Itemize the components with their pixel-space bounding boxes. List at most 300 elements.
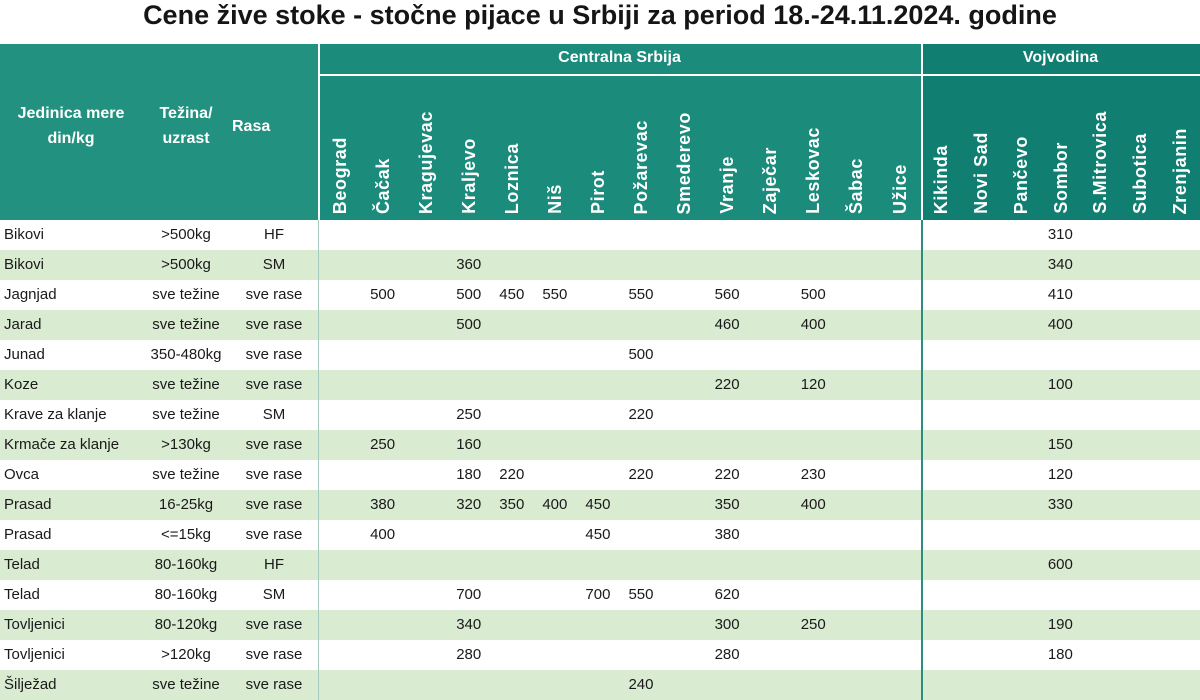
column-header-label: Kraljevo — [458, 138, 479, 214]
price-kragujevac — [404, 460, 447, 490]
price-novi-sad — [961, 370, 1001, 400]
price-cacak: 250 — [370, 436, 396, 453]
column-header-pozarevac — [620, 76, 663, 220]
row-breed: sve rase — [245, 496, 303, 513]
price-zajecar — [749, 340, 792, 370]
region-title: Centralna Srbija — [318, 44, 921, 76]
price-pancevo — [1001, 610, 1041, 640]
row-category: Tovljenici — [4, 616, 65, 633]
price-leskovac: 250 — [800, 616, 826, 633]
price-kragujevac — [404, 340, 447, 370]
breed-column-header — [230, 44, 318, 220]
price-sabac — [835, 340, 878, 370]
price-cacak — [361, 550, 404, 580]
price-sombor: 330 — [1047, 496, 1073, 513]
price-leskovac — [792, 340, 835, 370]
column-header-s-mitrovica — [1080, 76, 1120, 220]
row-category: Krmače za klanje — [4, 436, 120, 453]
price-loznica — [490, 220, 533, 250]
column-header-label: Vranje — [717, 156, 738, 214]
column-header-cacak — [361, 76, 404, 220]
price-kraljevo: 320 — [456, 496, 482, 513]
price-kikinda — [921, 640, 961, 670]
price-vranje: 460 — [714, 316, 740, 333]
table-row — [0, 250, 1200, 280]
price-sabac — [835, 400, 878, 430]
row-breed: SM — [262, 406, 286, 423]
price-kragujevac — [404, 550, 447, 580]
row-weight: sve težine — [152, 286, 220, 303]
price-pancevo — [1001, 400, 1041, 430]
price-pancevo — [1001, 670, 1041, 700]
price-loznica — [490, 310, 533, 340]
column-header-pirot — [576, 76, 619, 220]
price-kraljevo — [447, 550, 490, 580]
price-sabac — [835, 640, 878, 670]
price-s-mitrovica — [1080, 400, 1120, 430]
price-smederevo — [663, 520, 706, 550]
row-weight: 80-120kg — [154, 616, 218, 633]
price-s-mitrovica — [1080, 640, 1120, 670]
price-s-mitrovica — [1080, 250, 1120, 280]
price-sombor: 410 — [1047, 286, 1073, 303]
price-smederevo — [663, 400, 706, 430]
row-weight: >500kg — [161, 256, 211, 273]
price-kragujevac — [404, 610, 447, 640]
price-leskovac — [792, 400, 835, 430]
price-pancevo — [1001, 340, 1041, 370]
price-sombor: 310 — [1047, 226, 1073, 243]
price-pozarevac: 550 — [628, 286, 654, 303]
column-header-subotica — [1120, 76, 1160, 220]
row-weight: 80-160kg — [154, 556, 218, 573]
price-s-mitrovica — [1080, 670, 1120, 700]
price-nis — [533, 640, 576, 670]
price-sabac — [835, 280, 878, 310]
price-nis — [533, 310, 576, 340]
row-category: Telad — [4, 586, 40, 603]
price-subotica — [1120, 220, 1160, 250]
row-breed: sve rase — [245, 286, 303, 303]
price-kikinda — [921, 580, 961, 610]
price-subotica — [1120, 490, 1160, 520]
price-nis — [533, 520, 576, 550]
price-zajecar — [749, 490, 792, 520]
price-s-mitrovica — [1080, 370, 1120, 400]
breed-header-label: Rasa — [232, 118, 271, 135]
column-header-label: Beograd — [329, 136, 350, 214]
price-vranje: 280 — [714, 646, 740, 663]
price-beograd — [318, 580, 361, 610]
price-nis — [533, 430, 576, 460]
row-breed: sve rase — [245, 466, 303, 483]
price-zajecar — [749, 580, 792, 610]
price-smederevo — [663, 670, 706, 700]
price-vranje — [706, 400, 749, 430]
column-header-label: Niš — [544, 184, 565, 214]
column-header-zajecar — [749, 76, 792, 220]
price-loznica — [490, 670, 533, 700]
row-category: Telad — [4, 556, 40, 573]
price-zrenjanin — [1160, 610, 1200, 640]
price-pirot — [576, 340, 619, 370]
price-sabac — [835, 550, 878, 580]
price-smederevo — [663, 370, 706, 400]
table-row — [0, 460, 1200, 490]
price-pancevo — [1001, 370, 1041, 400]
price-pancevo — [1001, 520, 1041, 550]
price-beograd — [318, 640, 361, 670]
price-zajecar — [749, 460, 792, 490]
weight-header-line-2: uzrast — [162, 130, 210, 147]
column-header-novi-sad — [961, 76, 1001, 220]
price-zrenjanin — [1160, 550, 1200, 580]
price-cacak — [361, 670, 404, 700]
price-novi-sad — [961, 460, 1001, 490]
price-kragujevac — [404, 640, 447, 670]
table-header — [0, 44, 1200, 220]
price-novi-sad — [961, 610, 1001, 640]
price-zajecar — [749, 610, 792, 640]
price-beograd — [318, 280, 361, 310]
row-weight: >500kg — [161, 226, 211, 243]
table-row — [0, 640, 1200, 670]
column-header-label: Novi Sad — [970, 132, 991, 214]
column-header-beograd — [318, 76, 361, 220]
row-breed: SM — [262, 256, 286, 273]
price-novi-sad — [961, 490, 1001, 520]
price-cacak — [361, 310, 404, 340]
table-row — [0, 430, 1200, 460]
price-zrenjanin — [1160, 490, 1200, 520]
price-vranje — [706, 250, 749, 280]
row-weight: 16-25kg — [158, 496, 214, 513]
column-header-label: Leskovac — [803, 127, 824, 214]
price-cacak: 500 — [370, 286, 396, 303]
price-zrenjanin — [1160, 460, 1200, 490]
table-row — [0, 550, 1200, 580]
price-cacak — [361, 370, 404, 400]
market-headers — [921, 76, 1200, 220]
row-category: Jarad — [4, 316, 42, 333]
price-pozarevac — [619, 610, 662, 640]
region-header-vojvodina — [921, 44, 1200, 220]
price-nis: 400 — [542, 496, 568, 513]
price-zrenjanin — [1160, 310, 1200, 340]
price-novi-sad — [961, 340, 1001, 370]
price-novi-sad — [961, 220, 1001, 250]
row-category: Ovca — [4, 466, 40, 483]
price-uzice — [878, 310, 921, 340]
column-header-zrenjanin — [1160, 76, 1200, 220]
column-header-pancevo — [1001, 76, 1041, 220]
price-vranje: 380 — [714, 526, 740, 543]
price-kraljevo: 500 — [456, 286, 482, 303]
column-header-label: Kikinda — [930, 144, 951, 214]
price-leskovac — [792, 550, 835, 580]
price-kikinda — [921, 460, 961, 490]
table-row — [0, 340, 1200, 370]
price-uzice — [878, 640, 921, 670]
price-zrenjanin — [1160, 370, 1200, 400]
market-headers — [318, 76, 921, 220]
price-sabac — [835, 220, 878, 250]
price-zajecar — [749, 670, 792, 700]
row-category: Šilježad — [4, 676, 57, 693]
price-kikinda — [921, 280, 961, 310]
price-leskovac — [792, 670, 835, 700]
price-smederevo — [663, 220, 706, 250]
column-header-label: Pirot — [588, 169, 608, 214]
price-sabac — [835, 430, 878, 460]
row-weight: 350-480kg — [150, 346, 222, 363]
price-kikinda — [921, 430, 961, 460]
price-leskovac: 400 — [800, 496, 826, 513]
price-kraljevo: 500 — [456, 316, 482, 333]
row-breed: sve rase — [245, 376, 303, 393]
table-row — [0, 370, 1200, 400]
price-kragujevac — [404, 400, 447, 430]
price-uzice — [878, 370, 921, 400]
price-beograd — [318, 460, 361, 490]
price-subotica — [1120, 580, 1160, 610]
row-weight: >130kg — [161, 436, 211, 453]
price-pirot: 450 — [585, 496, 611, 513]
column-header-loznica — [490, 76, 533, 220]
price-nis — [533, 580, 576, 610]
price-loznica — [490, 430, 533, 460]
price-pancevo — [1001, 220, 1041, 250]
price-kraljevo: 360 — [456, 256, 482, 273]
price-sombor: 100 — [1047, 376, 1073, 393]
row-breed: HF — [264, 226, 284, 243]
price-kikinda — [921, 370, 961, 400]
column-header-label: Zrenjanin — [1170, 127, 1191, 214]
price-kragujevac — [404, 310, 447, 340]
table-row — [0, 310, 1200, 340]
row-breed: sve rase — [245, 346, 303, 363]
price-smederevo — [663, 280, 706, 310]
price-sabac — [835, 670, 878, 700]
price-nis — [533, 550, 576, 580]
price-leskovac — [792, 250, 835, 280]
column-header-kraljevo — [447, 76, 490, 220]
price-leskovac: 120 — [800, 376, 826, 393]
row-labels-header — [0, 44, 318, 220]
row-breed: sve rase — [245, 676, 303, 693]
price-subotica — [1120, 460, 1160, 490]
price-novi-sad — [961, 670, 1001, 700]
price-beograd — [318, 520, 361, 550]
price-pirot — [576, 430, 619, 460]
price-smederevo — [663, 250, 706, 280]
row-weight: >120kg — [161, 646, 211, 663]
price-nis — [533, 610, 576, 640]
price-cacak — [361, 610, 404, 640]
price-s-mitrovica — [1080, 580, 1120, 610]
price-uzice — [878, 250, 921, 280]
row-category: Prasad — [4, 496, 52, 513]
price-beograd — [318, 220, 361, 250]
table-row — [0, 490, 1200, 520]
price-cacak — [361, 580, 404, 610]
column-header-leskovac — [792, 76, 835, 220]
price-vranje: 560 — [714, 286, 740, 303]
price-cacak: 400 — [370, 526, 396, 543]
price-sombor — [1040, 520, 1080, 550]
price-zrenjanin — [1160, 280, 1200, 310]
price-leskovac — [792, 220, 835, 250]
price-pozarevac: 220 — [628, 406, 654, 423]
price-zajecar — [749, 640, 792, 670]
price-leskovac — [792, 580, 835, 610]
price-leskovac — [792, 520, 835, 550]
row-breed: sve rase — [245, 616, 303, 633]
price-novi-sad — [961, 550, 1001, 580]
price-pancevo — [1001, 490, 1041, 520]
price-pozarevac — [619, 220, 662, 250]
price-loznica — [490, 340, 533, 370]
price-pancevo — [1001, 250, 1041, 280]
price-uzice — [878, 340, 921, 370]
row-category: Junad — [4, 346, 45, 363]
price-loznica — [490, 250, 533, 280]
price-s-mitrovica — [1080, 340, 1120, 370]
price-subotica — [1120, 400, 1160, 430]
price-kraljevo: 180 — [456, 466, 482, 483]
row-category: Tovljenici — [4, 646, 65, 663]
price-zajecar — [749, 400, 792, 430]
price-s-mitrovica — [1080, 460, 1120, 490]
price-pirot — [576, 460, 619, 490]
price-pancevo — [1001, 640, 1041, 670]
price-sombor: 190 — [1047, 616, 1073, 633]
price-pozarevac — [619, 430, 662, 460]
price-vranje — [706, 550, 749, 580]
column-header-label: Sombor — [1050, 142, 1071, 214]
row-weight: sve težine — [152, 316, 220, 333]
price-kikinda — [921, 670, 961, 700]
price-smederevo — [663, 430, 706, 460]
price-pancevo — [1001, 310, 1041, 340]
column-header-smederevo — [663, 76, 706, 220]
price-s-mitrovica — [1080, 430, 1120, 460]
price-pirot — [576, 220, 619, 250]
price-subotica — [1120, 340, 1160, 370]
price-novi-sad — [961, 640, 1001, 670]
price-loznica — [490, 400, 533, 430]
column-header-label: Subotica — [1130, 133, 1151, 214]
row-category: Krave za klanje — [4, 406, 107, 423]
price-subotica — [1120, 430, 1160, 460]
price-vranje: 220 — [714, 376, 740, 393]
price-loznica — [490, 370, 533, 400]
price-loznica — [490, 640, 533, 670]
price-kraljevo — [447, 340, 490, 370]
price-nis — [533, 670, 576, 700]
price-loznica: 450 — [499, 286, 525, 303]
price-novi-sad — [961, 520, 1001, 550]
price-sombor — [1040, 400, 1080, 430]
column-header-nis — [533, 76, 576, 220]
price-kraljevo — [447, 520, 490, 550]
column-header-sombor — [1041, 76, 1081, 220]
price-s-mitrovica — [1080, 520, 1120, 550]
unit-header-line-1: Jedinica mere — [17, 105, 125, 122]
price-pirot: 450 — [585, 526, 611, 543]
table-row — [0, 280, 1200, 310]
row-category: Prasad — [4, 526, 52, 543]
table-row — [0, 520, 1200, 550]
price-sabac — [835, 520, 878, 550]
price-pancevo — [1001, 550, 1041, 580]
price-loznica — [490, 520, 533, 550]
column-header-label: Zaječar — [760, 146, 781, 214]
row-weight: <=15kg — [160, 526, 212, 543]
price-kraljevo — [447, 220, 490, 250]
price-kraljevo: 280 — [456, 646, 482, 663]
row-category: Bikovi — [4, 226, 45, 243]
price-leskovac — [792, 430, 835, 460]
price-sabac — [835, 250, 878, 280]
price-kraljevo — [447, 370, 490, 400]
price-pozarevac — [619, 310, 662, 340]
table-title: Cene žive stoke - stočne pijace u Srbiji za period 18.-24.11.2024. godine — [143, 0, 1057, 30]
price-kragujevac — [404, 670, 447, 700]
unit-column-header — [0, 44, 142, 220]
table-row — [0, 400, 1200, 430]
price-kragujevac — [404, 280, 447, 310]
price-uzice — [878, 520, 921, 550]
column-header-label: Požarevac — [631, 119, 652, 214]
price-sombor — [1040, 670, 1080, 700]
price-s-mitrovica — [1080, 220, 1120, 250]
row-breed: sve rase — [245, 526, 303, 543]
price-s-mitrovica — [1080, 280, 1120, 310]
price-sabac — [835, 310, 878, 340]
price-nis — [533, 220, 576, 250]
price-kikinda — [921, 520, 961, 550]
price-sombor: 120 — [1047, 466, 1073, 483]
price-zajecar — [749, 250, 792, 280]
price-nis: 550 — [542, 286, 568, 303]
price-s-mitrovica — [1080, 490, 1120, 520]
price-nis — [533, 370, 576, 400]
price-cacak — [361, 400, 404, 430]
price-kraljevo: 160 — [456, 436, 482, 453]
price-pirot — [576, 610, 619, 640]
price-novi-sad — [961, 280, 1001, 310]
price-uzice — [878, 430, 921, 460]
table-row — [0, 580, 1200, 610]
price-subotica — [1120, 310, 1160, 340]
price-beograd — [318, 610, 361, 640]
price-vranje: 300 — [714, 616, 740, 633]
price-vranje — [706, 670, 749, 700]
table-row — [0, 670, 1200, 700]
price-novi-sad — [961, 250, 1001, 280]
price-pancevo — [1001, 460, 1041, 490]
price-novi-sad — [961, 580, 1001, 610]
price-pozarevac: 220 — [628, 466, 654, 483]
price-pozarevac — [619, 370, 662, 400]
price-subotica — [1120, 550, 1160, 580]
price-novi-sad — [961, 430, 1001, 460]
weight-column-header — [142, 44, 230, 220]
price-cacak — [361, 460, 404, 490]
row-breed: sve rase — [245, 316, 303, 333]
price-vranje: 350 — [714, 496, 740, 513]
